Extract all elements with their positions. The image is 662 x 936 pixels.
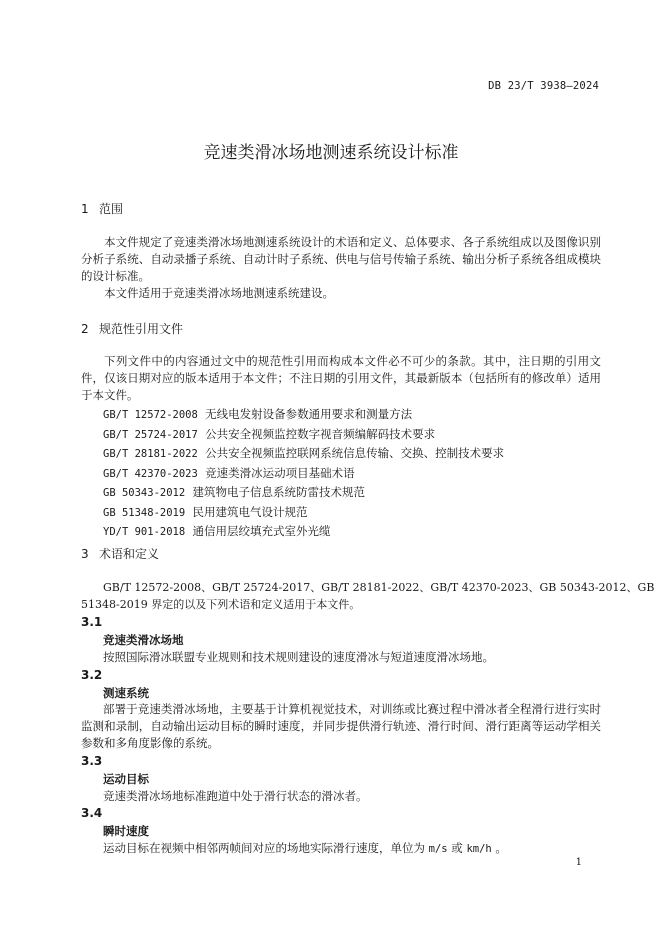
section-number: 2	[81, 322, 89, 336]
section-2-intro: 下列文件中的内容通过文中的规范性引用而构成本文件必不可少的条款。其中，注日期的引用文件，仅该日期对应的版本适用于本文件；不注日期的引用文件，其最新版本（包括所有的修改单）适用于本文件。	[81, 354, 601, 402]
term-name: 竞速类滑冰场地	[103, 633, 184, 647]
section-title: 范围	[99, 202, 124, 216]
term-name: 运动目标	[103, 772, 149, 786]
section-3-intro-line: GB/T 12572-2008、GB/T 25724-2017、GB/T 28181-2022、GB/T 42370-2023、GB 50343-2012、GB	[103, 581, 655, 594]
document-number: DB 23/T 3938—2024	[488, 80, 599, 92]
reference-item	[103, 425, 504, 445]
term-name: 瞬时速度	[103, 824, 149, 838]
document-title: 竞速类滑冰场地测速系统设计标准	[203, 143, 459, 163]
unit-kmh: km/h	[466, 843, 492, 855]
reference-code: GB/T 25724-2017	[103, 428, 198, 441]
term-definition: 竞速类滑冰场地标准跑道中处于滑行状态的滑冰者。	[103, 789, 368, 803]
reference-name: 公共安全视频监控联网系统信息传输、交换、控制技术要求	[205, 446, 505, 460]
reference-code: YD/T 901-2018	[103, 526, 186, 538]
reference-code: GB/T 28181-2022	[103, 448, 198, 460]
reference-item	[103, 405, 504, 425]
reference-code: GB/T 12572-2008	[103, 409, 198, 421]
section-2-heading	[81, 320, 183, 337]
definition-text: 运动目标在视频中相邻两帧间对应的场地实际滑行速度，单位为	[103, 841, 429, 855]
section-1-paragraph: 本文件规定了竞速类滑冰场地测速系统设计的术语和定义、总体要求、各子系统组成以及图像识别分析子系统、自动录播子系统、自动计时子系统、供电与信号传输子系统、输出分析子系统各组成模块的设计标准。	[81, 235, 601, 283]
reference-list	[103, 405, 504, 542]
section-number: 3	[81, 547, 89, 561]
term-definition: 按照国际滑冰联盟专业规则和技术规则建设的速度滑冰与短道速度滑冰场地。	[103, 650, 494, 664]
reference-name: 竞速类滑冰运动项目基础术语	[205, 465, 355, 480]
reference-code: GB 50343-2012	[103, 487, 186, 499]
term-number: 3.3	[81, 754, 103, 768]
section-title: 规范性引用文件	[99, 322, 184, 336]
reference-item	[103, 522, 504, 542]
section-1-heading	[81, 200, 123, 217]
reference-item	[103, 444, 504, 464]
reference-name: 民用建筑电气设计规范	[192, 504, 308, 519]
reference-item	[103, 483, 504, 503]
page-number: 1	[575, 857, 582, 868]
reference-code: GB/T 42370-2023	[103, 467, 198, 480]
reference-name: 无线电发射设备参数通用要求和测量方法	[205, 407, 413, 421]
section-3-heading	[81, 545, 159, 562]
term-definition	[81, 840, 601, 858]
reference-name: 公共安全视频监控数字视音频编解码技术要求	[205, 426, 436, 441]
definition-text: 或	[447, 841, 467, 855]
term-number: 3.4	[81, 806, 103, 820]
section-1-paragraph: 本文件适用于竞速类滑冰场地测速系统建设。	[104, 286, 334, 300]
section-3-intro-line: 51348-2019 界定的以及下列术语和定义适用于本文件。	[81, 598, 361, 611]
reference-item	[103, 464, 504, 484]
reference-code: GB 51348-2019	[103, 506, 186, 519]
reference-name: 通信用层绞填充式室外光缆	[192, 524, 331, 538]
term-definition: 部署于竞速类滑冰场地，主要基于计算机视觉技术，对训练或比赛过程中滑冰者全程滑行进行实时监测和录制，自动输出运动目标的瞬时速度，并同步提供滑行轨迹、滑行时间、滑行距离等运动学相关参数和多角度影像的系统。	[81, 702, 601, 750]
section-number: 1	[81, 202, 89, 216]
term-number: 3.2	[81, 668, 103, 682]
reference-name: 建筑物电子信息系统防雷技术规范	[192, 485, 365, 499]
term-number: 3.1	[81, 615, 103, 629]
definition-text: 。	[491, 841, 507, 855]
unit-ms: m/s	[428, 843, 448, 855]
reference-item	[103, 503, 504, 523]
section-title: 术语和定义	[99, 547, 160, 561]
term-name: 测速系统	[103, 686, 149, 700]
